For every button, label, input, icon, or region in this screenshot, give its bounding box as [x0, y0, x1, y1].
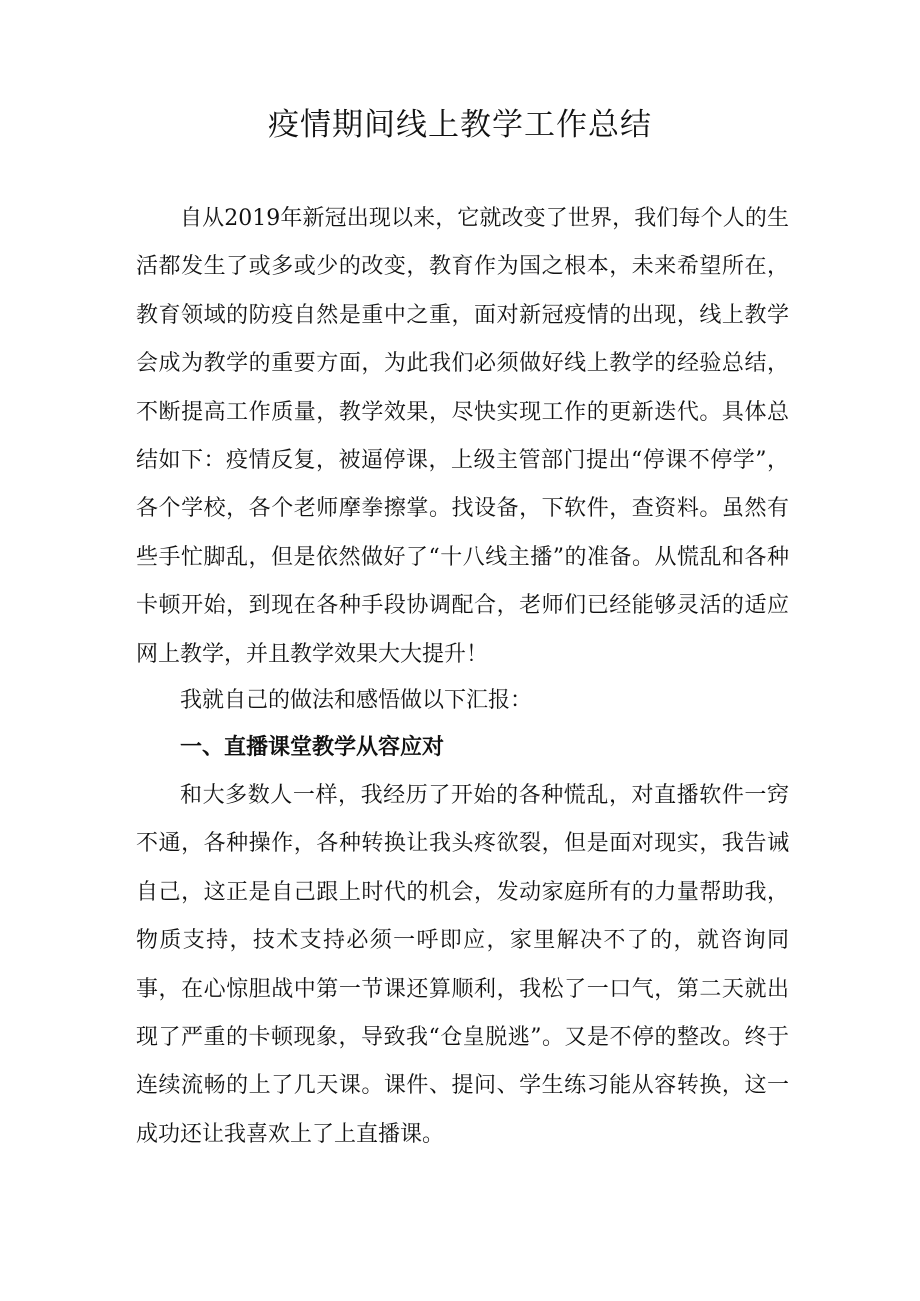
paragraph-intro: 自从2019年新冠出现以来，它就改变了世界，我们每个人的生活都发生了或多或少的改变，教育作为国之根本，未来希望所在，教育领域的防疫自然是重中之重，面对新冠疫情的出现，线上教学会成为教学的重要方面，为此我们必须做好线上教学的经验总结，不断提高工作质量，教学效果，尽快实现工作的更新迭代。具体总结如下：疫情反复，被逼停课，上级主管部门提出“停课不停学”，各个学校，各个老师摩拳擦掌。找设备，下软件，查资料。虽然有些手忙脚乱，但是依然做好了“十八线主播”的准备。从慌乱和各种卡顿开始，到现在各种手段协调配合，老师们已经能够灵活的适应网上教学，并且教学效果大大提升！ — [136, 206, 789, 667]
section-heading-1: 一、直播课堂教学从容应对 — [180, 735, 445, 760]
paragraph-report-lead: 我就自己的做法和感悟做以下汇报： — [180, 688, 533, 713]
document-title: 疫情期间线上教学工作总结 — [268, 107, 652, 143]
paragraph-live-teaching: 和大多数人一样，我经历了开始的各种慌乱，对直播软件一窍不通，各种操作，各种转换让我头疼欲裂，但是面对现实，我告诫自己，这正是自己跟上时代的机会，发动家庭所有的力量帮助我，物质支持，技术支持必须一呼即应，家里解决不了的，就咨询同事，在心惊胆战中第一节课还算顺利，我松了一口气，第二天就出现了严重的卡顿现象，导致我“仓皇脱逃”。又是不停的整改。终于连续流畅的上了几天课。课件、提问、学生练习能从容转换，这一成功还让我喜欢上了上直播课。 — [136, 783, 789, 1147]
